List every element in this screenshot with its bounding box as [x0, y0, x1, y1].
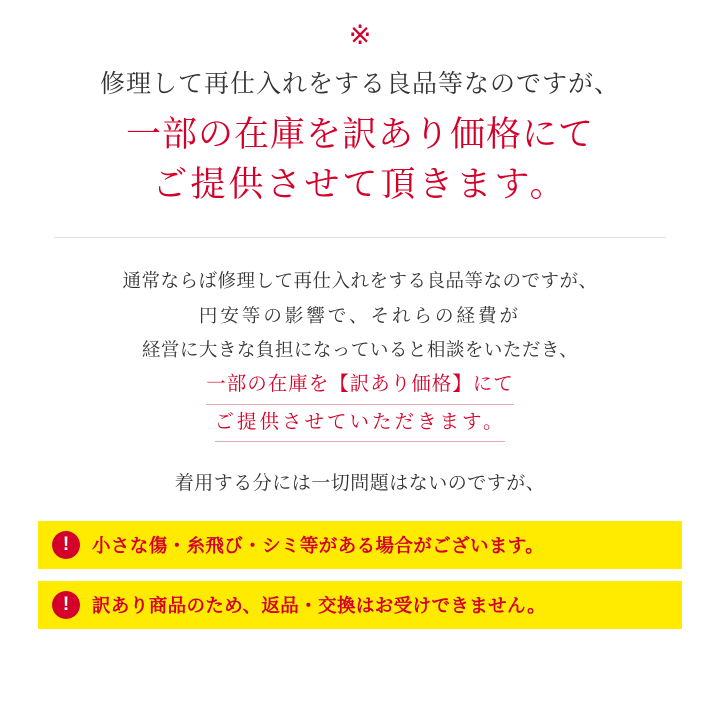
body-red-line-2 [0, 405, 720, 443]
warning-row [38, 581, 682, 629]
body-note: 着用する分には一切問題はないのですが、 [174, 473, 546, 495]
body-red-line-2-text: ご提供させていただきます。 [215, 405, 506, 443]
warning-text: 訳あり商品のため、返品・交換はお受けできません。 [92, 595, 546, 617]
headline-main-line1: 一部の在庫を訳あり価格にて [125, 115, 594, 154]
exclamation-icon: ! [52, 591, 80, 619]
headline-main [0, 110, 720, 209]
body-red-line-1-text: 一部の在庫を【訳あり価格】にて [206, 367, 514, 405]
exclamation-icon: ! [52, 531, 80, 559]
headline-main-line2: ご提供させて頂きます。 [152, 164, 568, 204]
warning-text: 小さな傷・糸飛び・シミ等がある場合がございます。 [92, 535, 545, 557]
body-line-3: 経営に大きな負担になっていると相談をいただき、 [141, 338, 579, 360]
reference-mark-icon: ※ [348, 20, 372, 50]
body-line-1: 通常ならば修理して再仕入れをする良品等なのですが、 [122, 270, 598, 292]
body-block [0, 238, 720, 442]
warning-list [0, 521, 720, 629]
headline-lead: 修理して再仕入れをする良品等なのですが、 [99, 70, 620, 98]
body-red-line-1 [0, 367, 720, 405]
body-line-2: 円安等の影響で、それらの経費が [198, 304, 522, 326]
headline-block [0, 49, 720, 209]
warning-row [38, 521, 682, 569]
